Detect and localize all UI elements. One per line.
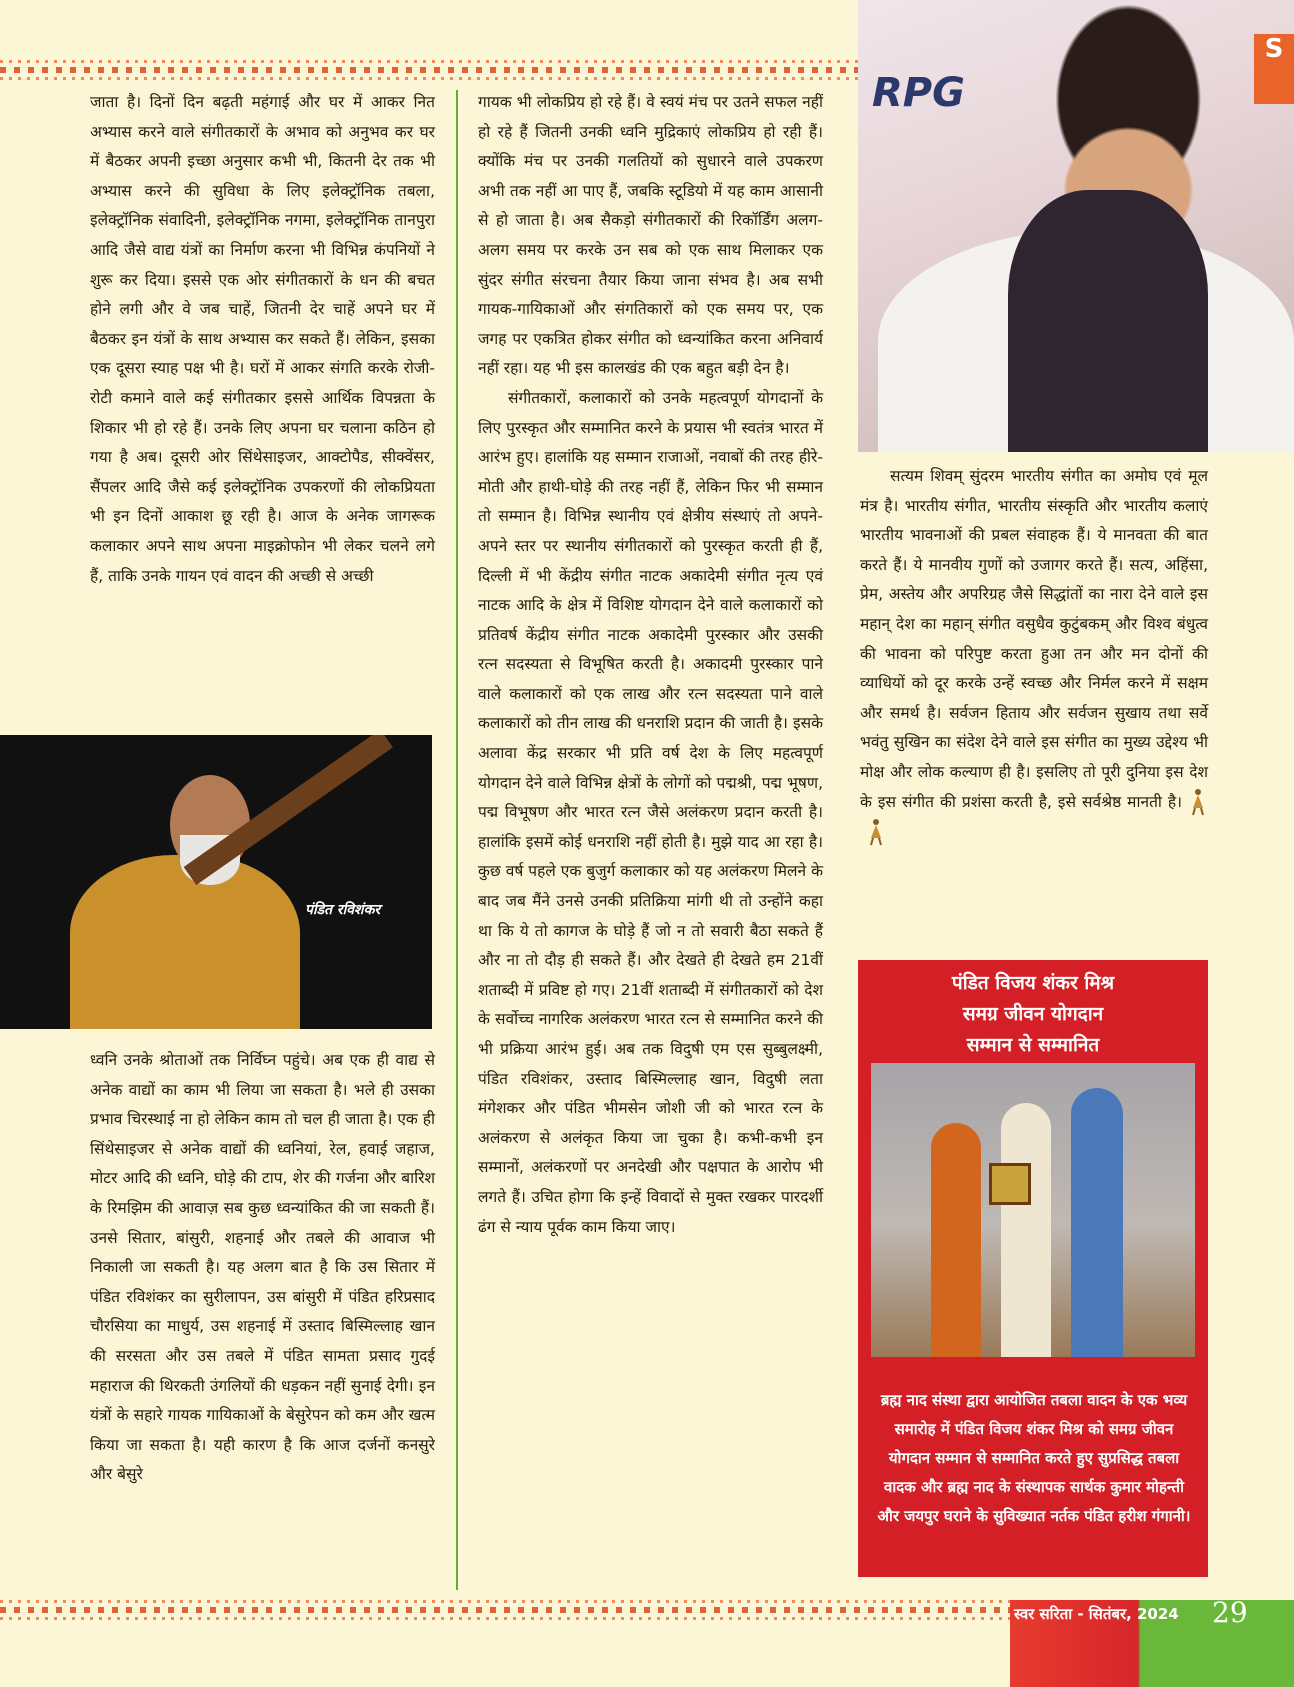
rpg-logo-text: RPG <box>872 70 965 116</box>
top-decorative-border <box>0 60 860 80</box>
photo-lata-mangeshkar <box>858 0 1294 452</box>
award-caption: ब्रह्म नाद संस्था द्वारा आयोजित तबला वादन के एक भव्य समारोह में पंडित विजय शंकर मिश्र को समग्र जीवन योगदान सम्मान से सम्मानित करते हुए सुप्रसिद्ध तबला वादक और ब्रह्म नाद के संस्थापक सार्थक कुमार मोहन्ती और जयपुर घराने के सुविख्यात नर्तक पंडित हरीश गंगानी। <box>877 1391 1191 1525</box>
column-2 <box>478 88 823 1242</box>
column-3 <box>860 462 1208 847</box>
paragraph-text: सत्यम शिवम् सुंदरम भारतीय संगीत का अमोघ एवं मूल मंत्र है। भारतीय संगीत, भारतीय संस्कृति और भारतीय कलाएं भारतीय भावनाओं की प्रबल संवाहक हैं। ये मानवता की बात करते हैं। ये मानवीय गुणों को उजागर करते हैं। सत्य, अहिंसा, प्रेम, अस्तेय और अपरिग्रह जैसे सिद्धांतों का नारा देने वाले इस महान् देश का महान् संगीत वसुधैव कुटुंबकम् और विश्व बंधुत्व की भावना को परिपुष्ट करता हुआ तन और मन दोनों की व्याधियों को दूर करके उन्हें स्वच्छ और निर्मल करने में सक्षम और समर्थ है। सर्वजन हिताय और सर्वजन सुखाय तथा सर्वे भवंतु सुखिन का संदेश देने वाले इस संगीत का मुख्य उद्देश्य भी मोक्ष और लोक कल्याण ही है। इसलिए तो पूरी दुनिया इस देश के इस संगीत की प्रशंसा करती है, इसे सर्वश्रेष्ठ मानती है। <box>860 467 1208 811</box>
dancer-icon <box>1188 788 1208 816</box>
column-1-top <box>90 88 435 591</box>
column-1-bottom <box>90 1046 435 1490</box>
bottom-decorative-border <box>0 1600 1010 1620</box>
footer-magazine-title: स्वर सरिता - सितंबर, 2024 <box>1014 1605 1179 1623</box>
column-divider <box>456 90 458 1590</box>
award-ceremony-photo <box>871 1063 1195 1357</box>
figure-person <box>1071 1088 1123 1357</box>
award-box <box>858 960 1208 1577</box>
figure-person <box>931 1123 981 1357</box>
award-title-line: समग्र जीवन योगदान <box>962 1003 1104 1025</box>
photo-caption: पंडित रविशंकर <box>305 902 381 918</box>
photo-ravi-shankar <box>0 735 432 1029</box>
page-number: 29 <box>1212 1596 1248 1629</box>
award-plaque <box>989 1163 1031 1205</box>
paragraph: जाता है। दिनों दिन बढ़ती महंगाई और घर में आकर नित अभ्यास करने वाले संगीतकारों के अभाव को अनुभव कर घर में बैठकर अपनी इच्छा अनुसार कभी भी, कितनी देर तक भी अभ्यास करने की सुविधा के लिए इलेक्ट्रॉनिक तबला, इलेक्ट्रॉनिक संवादिनी, इलेक्ट्रॉनिक नगमा, इलेक्ट्रॉनिक तानपुरा आदि जैसे वाद्य यंत्रों का निर्माण करना भी विभिन्न कंपनियों ने शुरू कर दिया। इससे एक ओर संगीतकारों के धन की बचत होने लगी और वे जब चाहें, जितनी देर चाहें अपने घर में बैठकर इन यंत्रों के साथ अभ्यास कर सकते हैं। लेकिन, इसका एक दूसरा स्याह पक्ष भी है। घरों में आकर संगति करके रोजी-रोटी कमाने वाले कई संगीतकार इससे आर्थिक विपन्नता के शिकार भी हो रहे हैं। उनके लिए अपना घर चलाना कठिन हो गया है अब। दूसरी ओर सिंथेसाइजर, आक्टोपैड, सीक्वेंसर, सैंपलर आदि जैसे कई इलेक्ट्रॉनिक उपकरणों की लोकप्रियता भी इन दिनों आकाश छू रही है। आज के अनेक जागरूक कलाकार अपने साथ अपना माइक्रोफोन भी लेकर चलने लगे हैं, ताकि उनके गायन एवं वादन की अच्छी से अच्छी <box>90 93 435 585</box>
figure-body <box>70 855 300 1029</box>
award-title-line: सम्मान से सम्मानित <box>966 1034 1100 1056</box>
award-title <box>858 968 1208 1061</box>
paragraph: ध्वनि उनके श्रोताओं तक निर्विघ्न पहुंचे। अब एक ही वाद्य से अनेक वाद्यों का काम भी लिया जा सकता है। भले ही उसका प्रभाव चिरस्थाई ना हो लेकिन काम तो चल ही जाता है। एक ही सिंथेसाइजर से अनेक वाद्यों की ध्वनियां, रेल, हवाई जहाज, मोटर आदि की ध्वनि, घोड़े की टाप, शेर की गर्जना और बारिश के रिमझिम की आवाज़ सब कुछ ध्वन्यांकित की जा सकती हैं। उनसे सितार, बांसुरी, शहनाई और तबले की आवाज भी निकाली जा सकती है। यह अलग बात है कि उस सितार में पंडित रविशंकर का सुरीलापन, उस बांसुरी में पंडित हरिप्रसाद चौरसिया का माधुर्य, उस शहनाई में उस्ताद बिस्मिल्लाह खान की सरसता और उस तबले में पंडित सामता प्रसाद गुदई महाराज की थिरकती उंगलियों की धड़कन नहीं सुनाई देगी। इन यंत्रों के सहारे गायक गायिकाओं के बेसुरेपन को कम और खत्म किया जा सकता है। यही कारण है कि आज दर्जनों कनसुरे और बेसुरे <box>90 1051 435 1484</box>
figure-shawl <box>1008 190 1208 452</box>
paragraph: संगीतकारों, कलाकारों को उनके महत्वपूर्ण योगदानों के लिए पुरस्कृत और सम्मानित करने के प्रयास भी स्वतंत्र भारत में आरंभ हुए। हालांकि यह सम्मान राजाओं, नवाबों की तरह हीरे-मोती और हाथी-घोड़े की तरह नहीं हैं, लेकिन फिर भी सम्मान तो सम्मान है। विभिन्न स्थानीय एवं क्षेत्रीय संस्थाएं तो अपने-अपने स्तर पर स्थानीय संगीतकारों को पुरस्कृत करती ही हैं, दिल्ली में भी केंद्रीय संगीत नाटक अकादेमी संगीत नृत्य एवं नाटक आदि के क्षेत्र में विशिष्ट योगदान देने वाले कलाकारों को प्रतिवर्ष केंद्रीय संगीत नाटक अकादेमी पुरस्कार और उसकी रत्न सदस्यता से विभूषित करती है। अकादमी पुरस्कार पाने वाले कलाकारों को एक लाख और रत्न सदस्यता पाने वाले कलाकारों को तीन लाख की धनराशि प्रदान की जाती है। इसके अलावा केंद्र सरकार भी प्रति वर्ष देश के लिए महत्वपूर्ण योगदान देने वाले विभिन्न क्षेत्रों के लोगों को पद्मश्री, पद्म भूषण, पद्म विभूषण और भारत रत्न जैसे अलंकरण प्रदान करती है। हालांकि इसमें कोई धनराशि नहीं होती है। मुझे याद आ रहा है। कुछ वर्ष पहले एक बुजुर्ग कलाकार को यह अलंकरण मिलने के बाद जब मैंने उनसे उनकी प्रतिक्रिया मांगी थी तो उन्होंने कहा था कि ये तो कागज के घोड़े हैं जो न तो सवारी बैठा सकते हैं और ना तो दौड़ ही सकते हैं। और देखते ही देखते हम 21वीं शताब्दी में प्रविष्ट हो गए। 21वीं शताब्दी में संगीतकारों को देश के सर्वोच्च नागरिक अलंकरण भारत रत्न से सम्मानित करने की भी प्रक्रिया आरंभ हुई। अब तक विदुषी एम एस सुब्बुलक्ष्मी, पंडित रविशंकर, उस्ताद बिस्मिल्लाह खान, विदुषी लता मंगेशकर और पंडित भीमसेन जोशी जी को भारत रत्न के अलंकरण से अलंकृत किया जा चुका है। कभी-कभी इन सम्मानों, अलंकरणों पर अनदेखी और पक्षपात के आरोप भी लगते हैं। उचित होगा कि इन्हें विवादों से मुक्त रखकर पारदर्शी ढंग से न्याय पूर्वक काम किया जाए। <box>478 388 823 1236</box>
figure-person <box>1001 1103 1051 1357</box>
paragraph <box>860 462 1208 847</box>
paragraph: गायक भी लोकप्रिय हो रहे हैं। वे स्वयं मंच पर उतने सफल नहीं हो रहे हैं जितनी उनकी ध्वनि मुद्रिकाएं लोकप्रिय हो रही हैं। क्योंकि मंच पर उनकी गलतियों को सुधारने वाले उपकरण अभी तक नहीं आ पाए हैं, जबकि स्टूडियो में यह काम आसानी से हो जाता है। अब सैकड़ो संगीतकारों की रिकॉर्डिंग अलग-अलग समय पर करके उन सब को एक साथ मिलाकर एक सुंदर संगीत संरचना तैयार किया जाना संभव है। अब सभी गायक-गायिकाओं और संगतिकारों को एक समय पर, एक जगह पर एकत्रित होकर संगीत को ध्वन्यांकित करना अनिवार्य नहीं रहा। यह भी इस कालखंड की एक बहुत बड़ी देन है। <box>478 93 823 378</box>
dancer-icon <box>866 818 886 846</box>
award-title-line: पंडित विजय शंकर मिश्र <box>951 972 1115 994</box>
banner-logo: S <box>1254 34 1294 104</box>
